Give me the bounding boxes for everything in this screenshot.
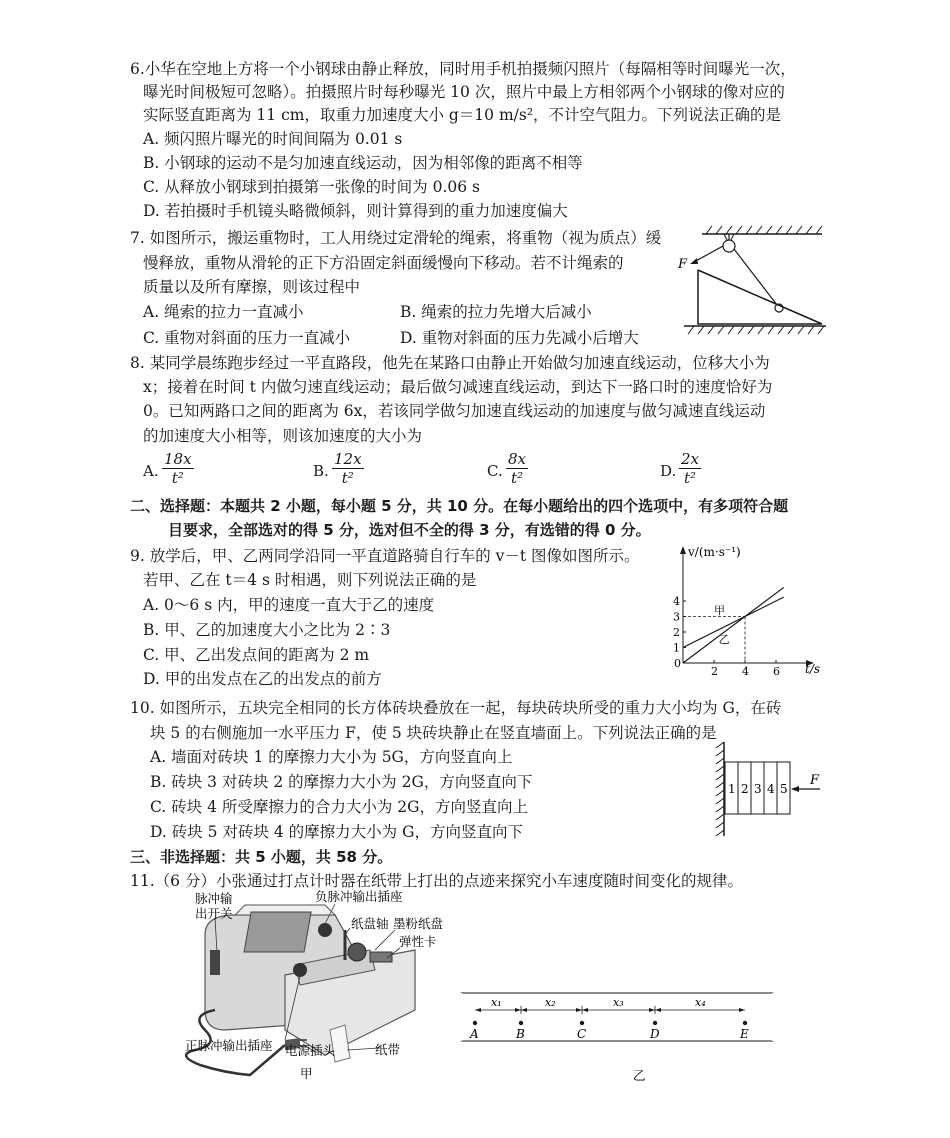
label-pos-socket: 正脉冲输出插座 — [185, 1038, 273, 1053]
q8-option-c-denominator: t² — [510, 469, 524, 487]
q6-option-c: C. 从释放小钢球到拍摄第一张像的时间为 0.06 s — [143, 178, 480, 196]
brick-5-label: 5 — [780, 782, 788, 796]
brick-2-label: 2 — [741, 782, 749, 796]
q8-option-a-denominator: t² — [171, 469, 184, 487]
tape-point-b: B — [516, 1027, 525, 1041]
pulley-incline-figure — [672, 222, 832, 340]
vt-graph — [665, 545, 835, 678]
q7-option-c: C. 重物对斜面的压力一直减小 — [143, 329, 351, 347]
q10-line-2: 块 5 的右侧施加一水平压力 F，使 5 块砖块静止在竖直墙面上。下列说法正确的是 — [150, 724, 717, 742]
vt-y-tick-label-3: 3 — [673, 610, 680, 624]
q6-option-d: D. 若拍摄时手机镜头略微倾斜，则计算得到的重力加速度偏大 — [143, 202, 568, 220]
label-neg-socket: 负脉冲输出插座 — [315, 889, 403, 904]
label-pulse-switch-2: 出开关 — [195, 906, 233, 921]
vt-y-tick-label-4: 4 — [673, 595, 680, 608]
tape-x4: x₄ — [695, 996, 706, 1009]
vt-x-tick-label-6: 6 — [773, 665, 780, 678]
q8-option-a-letter: A. — [143, 462, 159, 480]
q8-option-b-numerator: 12x — [334, 450, 362, 468]
q9-option-c: C. 甲、乙出发点间的距离为 2 m — [143, 646, 370, 664]
vt-y-axis-arrow — [680, 546, 686, 554]
q8-line-2: x；接着在时间 t 内做匀速直线运动；最后做匀减速直线运动，到达下一路口时的速度恰好为 — [143, 378, 773, 396]
brick-1-label: 1 — [728, 782, 736, 796]
vt-x-tick-label-4: 4 — [742, 665, 749, 678]
q8-option-b-letter: B. — [313, 462, 329, 480]
q10-force-label: F — [810, 773, 820, 788]
q10-option-c: C. 砖块 4 所受摩擦力的合力大小为 2G，方向竖直向上 — [150, 798, 529, 816]
q7-force-label: F — [678, 257, 688, 272]
tape-point-d: D — [650, 1027, 660, 1041]
q8-option-c-fraction — [506, 450, 528, 487]
q8-option-d-letter: D. — [660, 462, 677, 480]
tape-point-c: C — [577, 1027, 587, 1041]
q9-option-a: A. 0～6 s 内，甲的速度一直大于乙的速度 — [143, 596, 435, 614]
tape-figure — [455, 990, 785, 1085]
q10-option-d: D. 砖块 5 对砖块 4 的摩擦力大小为 G，方向竖直向下 — [150, 823, 523, 841]
q7-line-1: 7. 如图所示，搬运重物时，工人用绕过定滑轮的绳索，将重物（视为质点）缓 — [130, 229, 662, 247]
vt-y-tick-label-2: 2 — [673, 626, 680, 639]
label-tape: 纸带 — [375, 1042, 401, 1057]
q8-line-3: 0。已知两路口之间的距离为 6x，若该同学做匀加速直线运动的加速度与做匀减速直线运动 — [143, 402, 766, 420]
section-2-heading-line-1: 二、选择题：本题共 2 小题，每小题 5 分，共 10 分。在每小题给出的四个选项中，有多项符合题 — [130, 497, 789, 515]
vt-y-tick-label-1: 1 — [673, 641, 680, 655]
label-pulse-switch-1: 脉冲输 — [195, 891, 233, 906]
vt-series-label-2: 乙 — [718, 632, 730, 646]
q8-line-1: 8. 某同学晨练跑步经过一平直路段，他先在某路口由静止开始做匀加速直线运动，位移大小为 — [130, 354, 770, 372]
spark-timer-figure — [175, 889, 444, 1081]
vt-series-label-1: 甲 — [714, 604, 725, 618]
vt-y-axis-label: v/(m·s⁻¹) — [688, 545, 741, 559]
tape-x2: x₂ — [545, 996, 556, 1009]
label-plug: 电源插头 — [285, 1043, 336, 1058]
vt-x-axis-label: t/s — [805, 662, 821, 676]
q9-line-1: 9. 放学后，甲、乙两同学沿同一平直道路骑自行车的 v－t 图像如图所示。 — [130, 547, 640, 565]
q8-option-c-letter: C. — [487, 462, 503, 480]
q8-option-b-denominator: t² — [341, 469, 354, 487]
bricks-wall-figure — [710, 738, 830, 840]
q8-option-d-fraction — [679, 450, 701, 487]
q6-line-2: 曝光时间极短可忽略）。拍摄照片时每秒曝光 10 次，照片中最上方相邻两个小钢球的像对应的 — [143, 83, 785, 101]
q7-option-b: B. 绳索的拉力先增大后减小 — [400, 303, 592, 321]
q9-line-2: 若甲、乙在 t＝4 s 时相遇，则下列说法正确的是 — [143, 571, 477, 589]
q9-option-b: B. 甲、乙的加速度大小之比为 2∶3 — [143, 621, 391, 639]
q8-option-a-numerator: 18x — [164, 450, 192, 468]
q8-option-b-fraction — [332, 450, 364, 487]
q6-line-3: 实际竖直距离为 11 cm，取重力加速度大小 g＝10 m/s²，不计空气阻力。下列说法正确的是 — [143, 106, 782, 124]
q7-line-3: 质量以及所有摩擦，则该过程中 — [143, 278, 361, 296]
q11-line-1: 11.（6 分）小张通过打点计时器在纸带上打出的点迹来探究小车速度随时间变化的规律。 — [130, 872, 743, 890]
q7-option-d: D. 重物对斜面的压力先减小后增大 — [400, 329, 639, 347]
label-reel-axis: 纸盘轴 — [351, 916, 389, 931]
tape-point-a: A — [470, 1027, 479, 1041]
q8-option-c-numerator: 8x — [508, 450, 527, 468]
label-spring-clip: 弹性卡 — [399, 934, 437, 949]
section-2-heading-line-2: 目要求，全部选对的得 5 分，选对但不全的得 3 分，有选错的得 0 分。 — [168, 521, 651, 539]
caption-right: 乙 — [633, 1068, 646, 1083]
q9-option-d: D. 甲的出发点在乙的出发点的前方 — [143, 670, 382, 688]
label-ink-disc: 墨粉纸盘 — [393, 916, 444, 931]
section-3-heading: 三、非选择题：共 5 小题，共 58 分。 — [130, 848, 393, 866]
q6-option-b: B. 小钢球的运动不是匀加速直线运动，因为相邻像的距离不相等 — [143, 154, 583, 172]
vt-series-line-2 — [683, 587, 784, 663]
brick-3-label: 3 — [754, 782, 762, 796]
tape-point-e: E — [740, 1027, 749, 1041]
q10-option-b: B. 砖块 3 对砖块 2 的摩擦力大小为 2G，方向竖直向下 — [150, 773, 533, 791]
q10-option-a: A. 墙面对砖块 1 的摩擦力大小为 5G，方向竖直向上 — [150, 748, 513, 766]
q8-option-a-fraction — [162, 450, 194, 487]
vt-x-tick-label-2: 2 — [711, 665, 718, 678]
vt-series-line-1 — [683, 597, 784, 647]
brick-4-label: 4 — [767, 782, 775, 796]
vt-origin-label: 0 — [674, 657, 681, 670]
tape-x1: x₁ — [491, 996, 502, 1009]
q7-option-a: A. 绳索的拉力一直减小 — [143, 303, 304, 321]
q8-option-d-denominator: t² — [683, 469, 697, 487]
tape-x3: x₃ — [613, 996, 624, 1009]
q7-line-2: 慢释放，重物从滑轮的正下方沿固定斜面缓慢向下移动。若不计绳索的 — [143, 254, 624, 272]
caption-left: 甲 — [300, 1066, 313, 1081]
q6-option-a: A. 频闪照片曝光的时间间隔为 0.01 s — [143, 130, 403, 148]
q10-line-1: 10. 如图所示，五块完全相同的长方体砖块叠放在一起，每块砖块所受的重力大小均为 G，在砖 — [130, 699, 782, 717]
q8-line-4: 的加速度大小相等，则该加速度的大小为 — [143, 427, 423, 445]
q6-line-1: 6.小华在空地上方将一个小钢球由静止释放，同时用手机拍摄频闪照片（每隔相等时间曝光一次， — [130, 60, 796, 78]
q8-option-d-numerator: 2x — [681, 450, 700, 468]
